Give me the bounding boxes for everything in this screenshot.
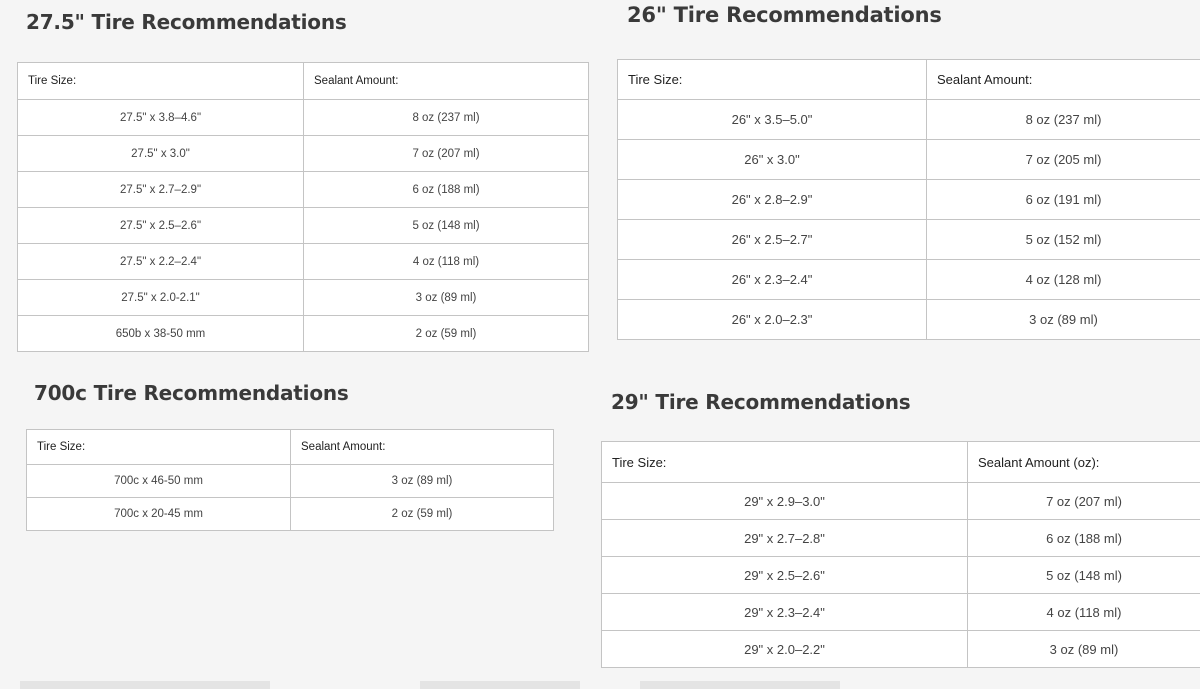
- section-title-27-5: 27.5" Tire Recommendations: [26, 10, 347, 34]
- tire-size-cell: 27.5" x 2.0-2.1": [18, 280, 304, 316]
- table-header-row: [618, 60, 1200, 100]
- tire-size-cell: 26" x 3.0": [618, 140, 927, 180]
- tire-size-header: Tire Size:: [618, 60, 927, 100]
- table-row: [18, 100, 589, 136]
- table-700c-tire: [26, 429, 554, 531]
- tire-size-cell: 27.5" x 2.7–2.9": [18, 172, 304, 208]
- table-27-5-tire: [17, 62, 589, 352]
- sealant-amount-cell: 3 oz (89 ml): [291, 465, 554, 498]
- tire-size-cell: 27.5" x 2.2–2.4": [18, 244, 304, 280]
- tire-size-header: Tire Size:: [18, 63, 304, 100]
- section-title-26: 26" Tire Recommendations: [627, 3, 942, 27]
- table-header-row: [18, 63, 589, 100]
- table-header-row: [602, 442, 1200, 483]
- table-row: [18, 136, 589, 172]
- tire-size-cell: 29" x 2.7–2.8": [602, 520, 968, 557]
- tire-size-cell: 26" x 2.3–2.4": [618, 260, 927, 300]
- sealant-amount-cell: 3 oz (89 ml): [927, 300, 1200, 340]
- sealant-amount-cell: 2 oz (59 ml): [304, 316, 589, 352]
- bottom-shadow-strip: [640, 681, 840, 689]
- table-row: [18, 316, 589, 352]
- table-row: [602, 631, 1200, 668]
- tire-size-cell: 27.5" x 3.8–4.6": [18, 100, 304, 136]
- table-row: [602, 520, 1200, 557]
- table-row: [602, 557, 1200, 594]
- tire-size-cell: 650b x 38-50 mm: [18, 316, 304, 352]
- sealant-amount-cell: 3 oz (89 ml): [968, 631, 1200, 668]
- table-row: [618, 300, 1200, 340]
- tire-size-cell: 700c x 46-50 mm: [27, 465, 291, 498]
- sealant-amount-cell: 6 oz (188 ml): [968, 520, 1200, 557]
- table-29-tire: [601, 441, 1200, 668]
- table-row: [18, 172, 589, 208]
- sealant-amount-cell: 4 oz (128 ml): [927, 260, 1200, 300]
- tire-size-cell: 29" x 2.5–2.6": [602, 557, 968, 594]
- tire-size-cell: 29" x 2.3–2.4": [602, 594, 968, 631]
- sealant-amount-cell: 3 oz (89 ml): [304, 280, 589, 316]
- sealant-amount-header: Sealant Amount:: [291, 430, 554, 465]
- bottom-shadow-strip: [420, 681, 580, 689]
- tire-size-cell: 27.5" x 3.0": [18, 136, 304, 172]
- tire-size-cell: 29" x 2.0–2.2": [602, 631, 968, 668]
- sealant-amount-cell: 5 oz (148 ml): [968, 557, 1200, 594]
- tire-size-cell: 26" x 2.5–2.7": [618, 220, 927, 260]
- tire-size-cell: 26" x 2.8–2.9": [618, 180, 927, 220]
- bottom-shadow-strip: [20, 681, 270, 689]
- sealant-amount-cell: 4 oz (118 ml): [304, 244, 589, 280]
- tire-size-cell: 26" x 2.0–2.3": [618, 300, 927, 340]
- sealant-amount-cell: 7 oz (207 ml): [968, 483, 1200, 520]
- table-row: [618, 260, 1200, 300]
- tire-size-cell: 27.5" x 2.5–2.6": [18, 208, 304, 244]
- sealant-amount-cell: 2 oz (59 ml): [291, 498, 554, 531]
- table-row: [602, 483, 1200, 520]
- sealant-amount-cell: 4 oz (118 ml): [968, 594, 1200, 631]
- sealant-amount-header: Sealant Amount:: [927, 60, 1200, 100]
- table-row: [27, 498, 554, 531]
- sealant-amount-cell: 7 oz (207 ml): [304, 136, 589, 172]
- tire-size-cell: 29" x 2.9–3.0": [602, 483, 968, 520]
- table-row: [618, 140, 1200, 180]
- table-row: [602, 594, 1200, 631]
- table-row: [18, 208, 589, 244]
- tire-size-cell: 26" x 3.5–5.0": [618, 100, 927, 140]
- table-row: [18, 244, 589, 280]
- section-title-700c: 700c Tire Recommendations: [34, 381, 349, 405]
- table-row: [618, 100, 1200, 140]
- table-row: [618, 180, 1200, 220]
- table-26-tire: [617, 59, 1200, 340]
- sealant-amount-header: Sealant Amount (oz):: [968, 442, 1200, 483]
- tire-size-cell: 700c x 20-45 mm: [27, 498, 291, 531]
- sealant-amount-cell: 6 oz (191 ml): [927, 180, 1200, 220]
- sealant-amount-cell: 8 oz (237 ml): [304, 100, 589, 136]
- table-row: [18, 280, 589, 316]
- table-row: [27, 465, 554, 498]
- sealant-amount-cell: 5 oz (152 ml): [927, 220, 1200, 260]
- sealant-amount-cell: 7 oz (205 ml): [927, 140, 1200, 180]
- table-header-row: [27, 430, 554, 465]
- section-title-29: 29" Tire Recommendations: [611, 390, 911, 414]
- sealant-amount-header: Sealant Amount:: [304, 63, 589, 100]
- sealant-amount-cell: 6 oz (188 ml): [304, 172, 589, 208]
- sealant-amount-cell: 5 oz (148 ml): [304, 208, 589, 244]
- tire-size-header: Tire Size:: [602, 442, 968, 483]
- sealant-amount-cell: 8 oz (237 ml): [927, 100, 1200, 140]
- tire-size-header: Tire Size:: [27, 430, 291, 465]
- table-row: [618, 220, 1200, 260]
